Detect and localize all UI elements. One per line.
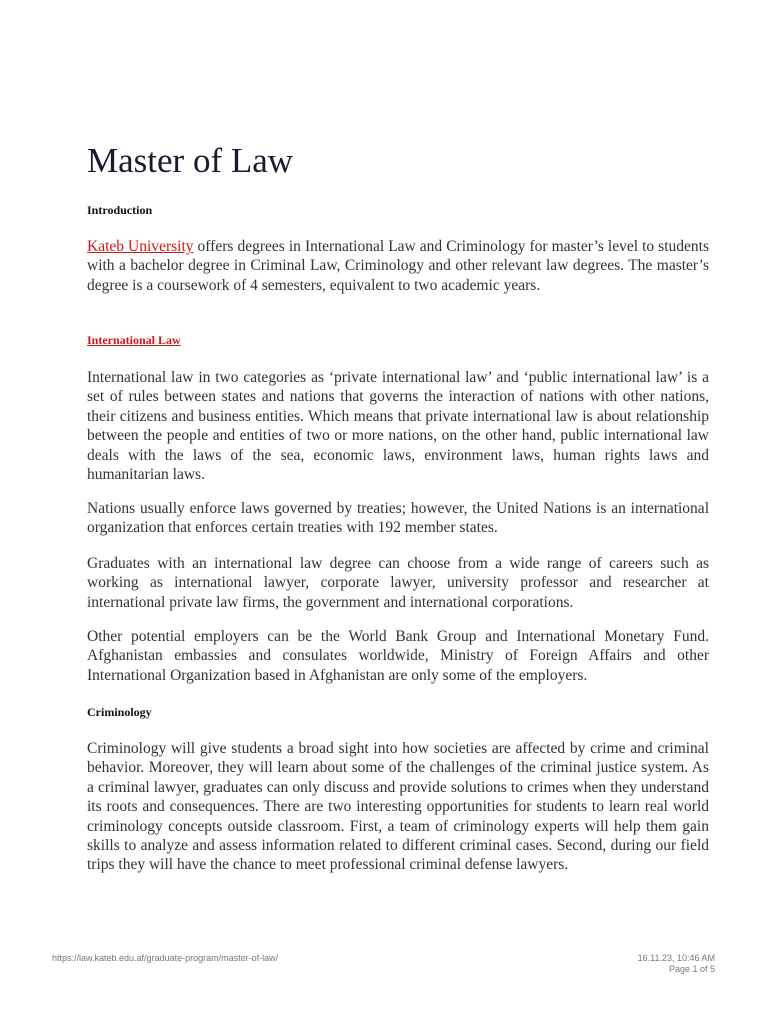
section-heading-criminology: Criminology bbox=[87, 705, 152, 719]
international-law-paragraph-1: International law in two categories as ‘private international law’ and ‘public international law’ is a set of rules between states and nations that governs the interaction of nations with other nations, their citizens and business entities. Which means that private international law is about relationship between the people and entities of two or more nations, on the other hand, public international law deals with the laws of the sea, economic laws, environment laws, human rights laws and humanitarian laws. bbox=[87, 369, 709, 484]
kateb-university-link[interactable]: Kateb University bbox=[87, 238, 194, 255]
section-heading-international-law[interactable]: International Law bbox=[87, 333, 181, 347]
criminology-paragraph-1: Criminology will give students a broad sight into how societies are affected by crime and criminal behavior. Moreover, they will learn about some of the challenges of the criminal justice system. As a criminal lawyer, graduates can only discuss and provide solutions to crimes when they understand its roots and consequences. There are two interesting opportunities for students to learn real world criminology concepts outside classroom. First, a team of criminology experts will help them gain skills to analyze and assess information related to different criminal cases. Second, during our field trips they will have the chance to meet professional criminal defense lawyers. bbox=[87, 740, 709, 874]
introduction-text: offers degrees in International Law and Criminology for master’s level to students with a bachelor degree in Criminal Law, Criminology and other relevant law degrees. The master’s degree is a coursework of 4 semesters, equivalent to two academic years. bbox=[87, 238, 709, 294]
footer-meta bbox=[638, 953, 715, 975]
section-heading-introduction: Introduction bbox=[87, 203, 153, 217]
introduction-paragraph bbox=[87, 237, 709, 295]
page-title: Master of Law bbox=[87, 141, 294, 180]
footer-datetime: 16.11.23, 10:46 AM bbox=[637, 953, 715, 963]
footer-page-number: Page 1 of 5 bbox=[668, 964, 715, 974]
international-law-paragraph-3: Graduates with an international law degree can choose from a wide range of careers such as working as international lawyer, corporate lawyer, university professor and researcher at international private law firms, the government and international corporations. bbox=[87, 555, 709, 611]
international-law-paragraph-4: Other potential employers can be the World Bank Group and International Monetary Fund. Afghanistan embassies and consulates worldwide, Ministry of Foreign Affairs and other International Organization based in Afghanistan are only some of the employers. bbox=[87, 628, 709, 684]
international-law-paragraph-2: Nations usually enforce laws governed by treaties; however, the United Nations is an international organization that enforces certain treaties with 192 member states. bbox=[87, 500, 709, 537]
footer-url: https://law.kateb.edu.af/graduate-program/master-of-law/ bbox=[52, 953, 279, 963]
